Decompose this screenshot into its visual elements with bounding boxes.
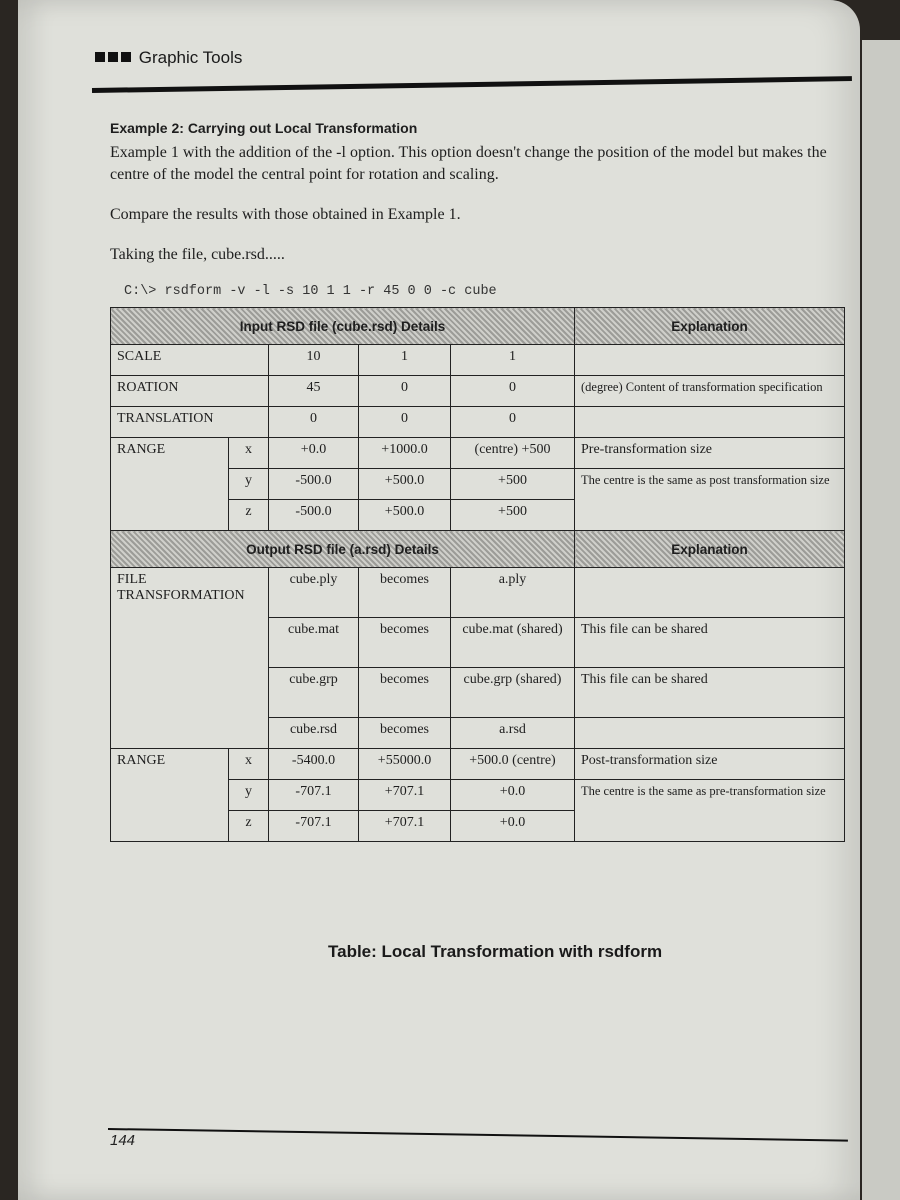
table-cell: 0 — [359, 407, 451, 438]
table-cell: 0 — [451, 376, 575, 407]
table-cell: +55000.0 — [359, 749, 451, 780]
example-title: Example 2: Carrying out Local Transformation — [110, 120, 418, 136]
table-cell: +500.0 — [359, 469, 451, 500]
table-cell: a.rsd — [451, 718, 575, 749]
explanation-header: Explanation — [575, 308, 845, 345]
table-cell: 1 — [359, 345, 451, 376]
running-header — [95, 48, 242, 68]
header-square-icon — [95, 52, 105, 62]
axis-label: x — [229, 438, 269, 469]
table-cell: +0.0 — [451, 811, 575, 842]
table-cell: 1 — [451, 345, 575, 376]
table-cell: +500.0 (centre) — [451, 749, 575, 780]
table-cell: +707.1 — [359, 811, 451, 842]
input-header: Input RSD file (cube.rsd) Details — [111, 308, 575, 345]
file-transformation-label: FILE TRANSFORMATION — [111, 568, 269, 749]
table-cell: (centre) +500 — [451, 438, 575, 469]
table-cell: cube.ply — [269, 568, 359, 618]
table-cell: becomes — [359, 618, 451, 668]
table-cell: cube.mat (shared) — [451, 618, 575, 668]
explanation-cell: The centre is the same as post transformation size — [575, 469, 845, 531]
explanation-cell: This file can be shared — [575, 668, 845, 718]
page-content — [110, 110, 850, 842]
axis-label: x — [229, 749, 269, 780]
table-cell: +500 — [451, 469, 575, 500]
table-cell: 0 — [269, 407, 359, 438]
table-cell: 0 — [451, 407, 575, 438]
table-cell: -500.0 — [269, 469, 359, 500]
table-cell: a.ply — [451, 568, 575, 618]
paragraph-file: Taking the file, cube.rsd..... — [110, 246, 285, 263]
translation-label: TRANSLATION — [111, 407, 269, 438]
table-cell: cube.grp — [269, 668, 359, 718]
axis-label: z — [229, 500, 269, 531]
table-cell: 0 — [359, 376, 451, 407]
explanation-header: Explanation — [575, 531, 845, 568]
table-cell: +0.0 — [269, 438, 359, 469]
header-square-icon — [108, 52, 118, 62]
section-title: Graphic Tools — [138, 48, 243, 67]
header-square-icon — [121, 52, 131, 62]
scale-label: SCALE — [111, 345, 269, 376]
range-in-label: RANGE — [111, 438, 229, 531]
paragraph-compare: Compare the results with those obtained in Example 1. — [110, 206, 461, 223]
table-cell: 10 — [269, 345, 359, 376]
adjacent-page-edge — [862, 40, 900, 1200]
explanation-cell: Pre-transformation size — [575, 438, 845, 469]
range-out-label: RANGE — [111, 749, 229, 842]
explanation-cell: This file can be shared — [575, 618, 845, 668]
transformation-table — [110, 307, 845, 842]
table-cell: -500.0 — [269, 500, 359, 531]
output-header: Output RSD file (a.rsd) Details — [111, 531, 575, 568]
table-cell: +500 — [451, 500, 575, 531]
axis-label: y — [229, 469, 269, 500]
table-cell: +707.1 — [359, 780, 451, 811]
table-cell: cube.rsd — [269, 718, 359, 749]
axis-label: y — [229, 780, 269, 811]
command-line: C:\> rsdform -v -l -s 10 1 1 -r 45 0 0 -c cube — [124, 284, 497, 299]
table-cell: -707.1 — [269, 811, 359, 842]
table-caption: Table: Local Transformation with rsdform — [328, 942, 663, 961]
table-cell: -5400.0 — [269, 749, 359, 780]
paragraph-intro: Example 1 with the addition of the -l option. This option doesn't change the position of the model but makes the centre of the model the central point for rotation and scaling. — [110, 144, 827, 183]
table-cell: cube.grp (shared) — [451, 668, 575, 718]
table-cell: becomes — [359, 568, 451, 618]
table-cell: 45 — [269, 376, 359, 407]
page-number: 144 — [110, 1132, 136, 1149]
explanation-cell — [575, 345, 845, 376]
explanation-cell: The centre is the same as pre-transformation size — [575, 780, 845, 842]
axis-label: z — [229, 811, 269, 842]
explanation-cell: Post-transformation size — [575, 749, 845, 780]
table-cell: +0.0 — [451, 780, 575, 811]
table-cell: cube.mat — [269, 618, 359, 668]
table-cell: becomes — [359, 668, 451, 718]
rotation-label: ROATION — [111, 376, 269, 407]
table-cell: -707.1 — [269, 780, 359, 811]
table-cell: becomes — [359, 718, 451, 749]
table-cell: +500.0 — [359, 500, 451, 531]
explanation-cell: (degree) Content of transformation specification — [575, 376, 845, 407]
explanation-cell — [575, 407, 845, 438]
explanation-cell — [575, 718, 845, 749]
table-cell: +1000.0 — [359, 438, 451, 469]
explanation-cell — [575, 568, 845, 618]
